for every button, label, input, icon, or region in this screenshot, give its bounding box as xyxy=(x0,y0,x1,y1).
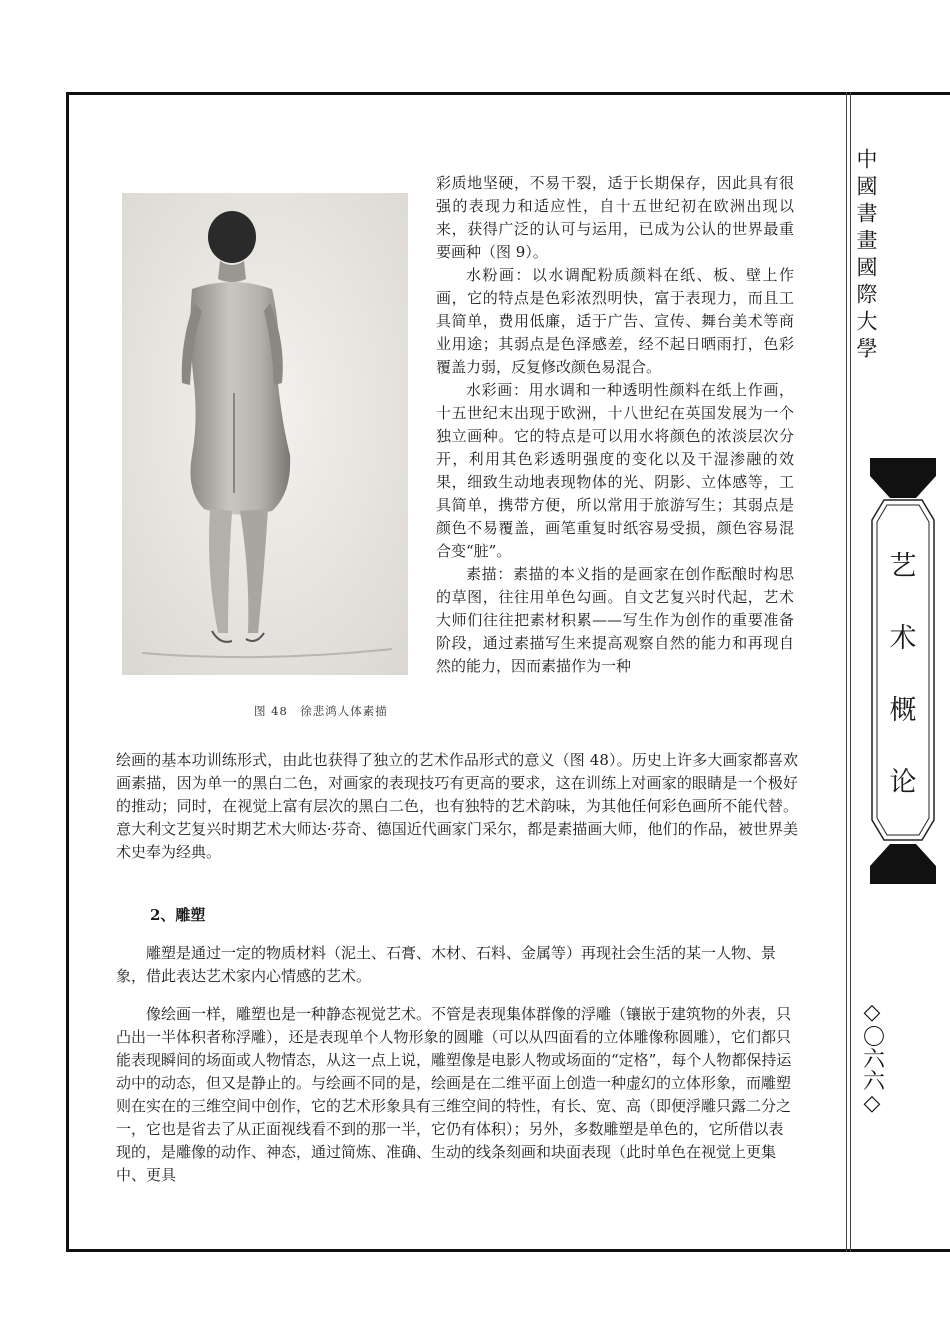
right-column xyxy=(436,172,794,678)
paragraph-sculpture-def: 雕塑是通过一定的物质材料（泥土、石膏、木材、石料、金属等）再现社会生活的某一人物、景象，借此表达艺术家内心情感的艺术。 xyxy=(116,944,777,985)
side-title-char-3: 概 xyxy=(889,695,917,726)
ornament-bar-bottom xyxy=(870,872,936,884)
figure-sketch xyxy=(122,193,408,675)
paragraph-watercolor: 水彩画：用水调和一种透明性颜料在纸上作画，十五世纪末出现于欧洲，十八世纪在英国发展为一个独立画种。它的特点是可以用水将颜色的浓淡层次分开，利用其色彩透明强度的变化以及干湿渗融的效果，细致生动地表现物体的光、阴影、立体感等，工具简单，携带方便，所以常用于旅游写生；其弱点是颜色不易覆盖，画笔重复时纸容易受损，颜色容易混合变“脏”。 xyxy=(436,381,794,560)
paragraph-sculpture-detail: 像绘画一样，雕塑也是一种静态视觉艺术。不管是表现集体群像的浮雕（镶嵌于建筑物的外表，只凸出一半体积者称浮雕），还是表现单个人物形象的圆雕（可以从四面看的立体雕像称圆雕），它们都只能表现瞬间的场面或人物情态，从这一点上说，雕塑像是电影人物或场面的“定格”，每个人物都保持运动中的动态，但又是静止的。与绘画不同的是，绘画是在二维平面上创造一种虚幻的立体形象，而雕塑则在实在的三维空间中创作，它的艺术形象具有三维空间的特性，有长、宽、高（即便浮雕只露二分之一，它也是省去了从正面视线看不到的那一半，它仍有体积）；另外，多数雕塑是单色的，它所借以表现的，是雕像的动作、神态，通过简炼、准确、生动的线条刻画和块面表现（此时单色在视觉上更集中、更具 xyxy=(116,1005,792,1184)
figure-drawing xyxy=(122,193,408,675)
side-title-char-2: 术 xyxy=(889,623,917,654)
paragraph-sketch-cont: 绘画的基本功训练形式，由此也获得了独立的艺术作品形式的意义（图 48）。历史上许多大画家都喜欢画素描，因为单一的黑白二色，对画家的表现技巧有更高的要求，这在训练上对画家的眼睛是一个极好的推动；同时，在视觉上富有层次的黑白二色，也有独特的艺术韵味，为其他任何彩色画所不能代替。意大利文艺复兴时期艺术大师达·芬奇、德国近代画家门采尔，都是素描画大师，他们的作品，被世界美术史奉为经典。 xyxy=(116,751,798,861)
section-heading: 2、雕塑 xyxy=(150,906,206,924)
side-title-char-4: 论 xyxy=(889,767,917,798)
ornament-top-icon xyxy=(870,470,936,500)
side-header: 中國書畫國際大學 xyxy=(854,148,878,364)
ornament-bottom-icon xyxy=(870,842,936,872)
ornament-bar-top xyxy=(870,458,936,470)
side-title-box xyxy=(870,498,936,842)
full-width-text xyxy=(116,749,798,864)
side-rule-left xyxy=(846,92,847,1252)
figure-hair xyxy=(208,211,256,263)
page-number xyxy=(852,1000,892,1116)
sculpture-text xyxy=(116,927,798,1202)
paragraph-oil: 彩质地坚硬，不易干裂，适于长期保存，因此具有很强的表现力和适应性，自十五世纪初在欧洲出现以来，获得广泛的认可与运用，已成为公认的世界最重要画种（图 9）。 xyxy=(436,174,794,261)
figure-caption: 图 48 徐悲鸿人体素描 xyxy=(254,704,388,718)
page-number-text: ◇〇六六◇ xyxy=(859,1000,885,1116)
paragraph-gouache: 水粉画：以水调配粉质颜料在纸、板、壁上作画，它的特点是色彩浓烈明快，富于表现力，而且工具简单，费用低廉，适于广告、宣传、舞台美术等商业用途；其弱点是色泽感差，经不起日晒雨打，色彩覆盖力弱，反复修改颜色易混合。 xyxy=(436,266,794,376)
paragraph-sketch: 素描：素描的本义指的是画家在创作酝酿时构思的草图，往往用单色勾画。自文艺复兴时代起，艺术大师们往往把素材积累——写生作为创作的重要准备阶段，通过素描写生来提高观察自然的能力和再现自然的能力，因而素描作为一种 xyxy=(436,565,794,675)
side-title-char-1: 艺 xyxy=(889,551,917,582)
